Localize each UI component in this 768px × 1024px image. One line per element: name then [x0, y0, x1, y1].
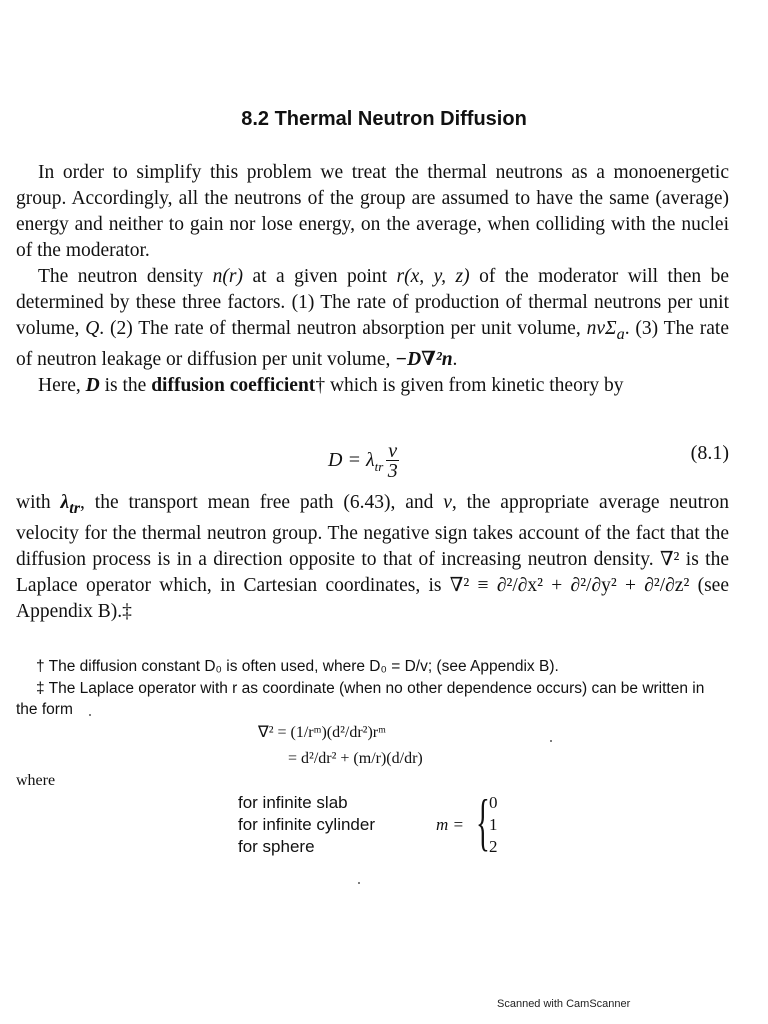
scan-speck — [89, 714, 91, 716]
m-value-sphere: 2 — [489, 837, 498, 856]
laplace-equation-line-2: = d²/dr² + (m/r)(d/dr) — [288, 750, 423, 767]
paragraph-intro — [16, 160, 729, 264]
text-fragment: . (2) The rate of thermal neutron absorption per unit volume, — [99, 318, 587, 339]
main-text — [16, 160, 729, 399]
math-absorption-subscript: a — [616, 324, 625, 343]
cases-labels — [238, 792, 375, 858]
case-label-slab: for infinite slab — [238, 793, 348, 812]
text-fragment: . (3) The rate of neutron leakage or diffusion per unit volume, — [16, 318, 729, 370]
scan-speck — [358, 882, 360, 884]
fraction — [386, 442, 399, 481]
text-fragment: , the transport mean free path (6.43), and — [80, 492, 444, 513]
equation-lhs — [328, 442, 399, 481]
math-n-of-r: n(r) — [212, 266, 243, 287]
math-lambda: λ — [60, 492, 70, 513]
equation-subscript: tr — [374, 459, 384, 475]
fraction-numerator: v — [388, 440, 398, 462]
footnote-dagger: † The diffusion constant D₀ is often used, where D₀ = D/v; (see Appendix B). — [36, 658, 559, 675]
footnote-double-dagger: ‡ The Laplace operator with r as coordinate (when no other dependence occurs) can be written in the form — [16, 680, 705, 718]
fraction-denominator: 3 — [387, 460, 398, 482]
laplace-equation-line-1: ∇² = (1/rᵐ)(d²/dr²)rᵐ — [258, 724, 386, 741]
math-leakage: −D∇²n — [395, 348, 453, 370]
text-fragment: at a given point — [242, 266, 397, 287]
equation-number: (8.1) — [690, 442, 729, 464]
m-value-cylinder: 1 — [489, 815, 498, 834]
m-equals-label: m = — [436, 815, 464, 834]
math-d: D — [85, 374, 100, 396]
math-v: v — [443, 492, 452, 513]
text-fragment: of the moderator will then be determined by these three factors. (1) The rate of production of thermal neutrons per unit volume, — [16, 266, 730, 339]
math-r-xyz: r(x, y, z) — [396, 266, 470, 287]
case-label-cylinder: for infinite cylinder — [238, 815, 376, 834]
text-fragment: , the appropriate average neutron velocity for the thermal neutron group. The negative sign takes account of the fact that the diffusion process is in a direction opposite to that of increasing neutron density. ∇² is the Laplace operator which, in Cartesian coordinates, is ∇² ≡ ∂²/∂x² + ∂²/∂y² + ∂²/∂z² (see Appendix B).‡ — [16, 492, 729, 622]
text-fragment: which is given from kinetic theory by — [325, 374, 624, 396]
left-brace-glyph: { — [476, 786, 490, 857]
math-q: Q — [85, 318, 100, 339]
paragraph-diffusion-coefficient — [16, 373, 729, 399]
case-label-sphere: for sphere — [238, 837, 315, 856]
section-title: 8.2 Thermal Neutron Diffusion — [241, 108, 527, 130]
scan-speck — [550, 740, 552, 742]
math-absorption: nvΣ — [586, 318, 617, 339]
m-value-slab: 0 — [489, 793, 498, 812]
text-fragment: is the — [99, 374, 152, 396]
text-fragment: with — [16, 492, 61, 513]
text-fragment: The neutron density — [38, 266, 213, 287]
text-fragment: . — [452, 348, 458, 370]
equation-8-1 — [16, 440, 729, 490]
m-values — [489, 792, 498, 858]
term-diffusion-coefficient: diffusion coefficient — [151, 374, 316, 396]
paragraph-transport — [16, 490, 729, 625]
scanner-watermark: Scanned with CamScanner — [497, 998, 631, 1010]
text-fragment: Here, — [38, 374, 86, 396]
paragraph-density — [16, 264, 729, 373]
where-label: where — [16, 772, 56, 789]
paragraph-intro-text: In order to simplify this problem we treat the thermal neutrons as a monoenergetic group. Accordingly, all the neutrons of the group are assumed to have the same (average) energy and neither to gain nor lose energy, on the average, when colliding with the nuclei of the moderator. — [16, 162, 729, 261]
equation-lhs-text: D = λ — [328, 449, 375, 472]
footnote-marker-dagger: † — [315, 374, 326, 396]
math-lambda-subscript: tr — [69, 498, 81, 517]
